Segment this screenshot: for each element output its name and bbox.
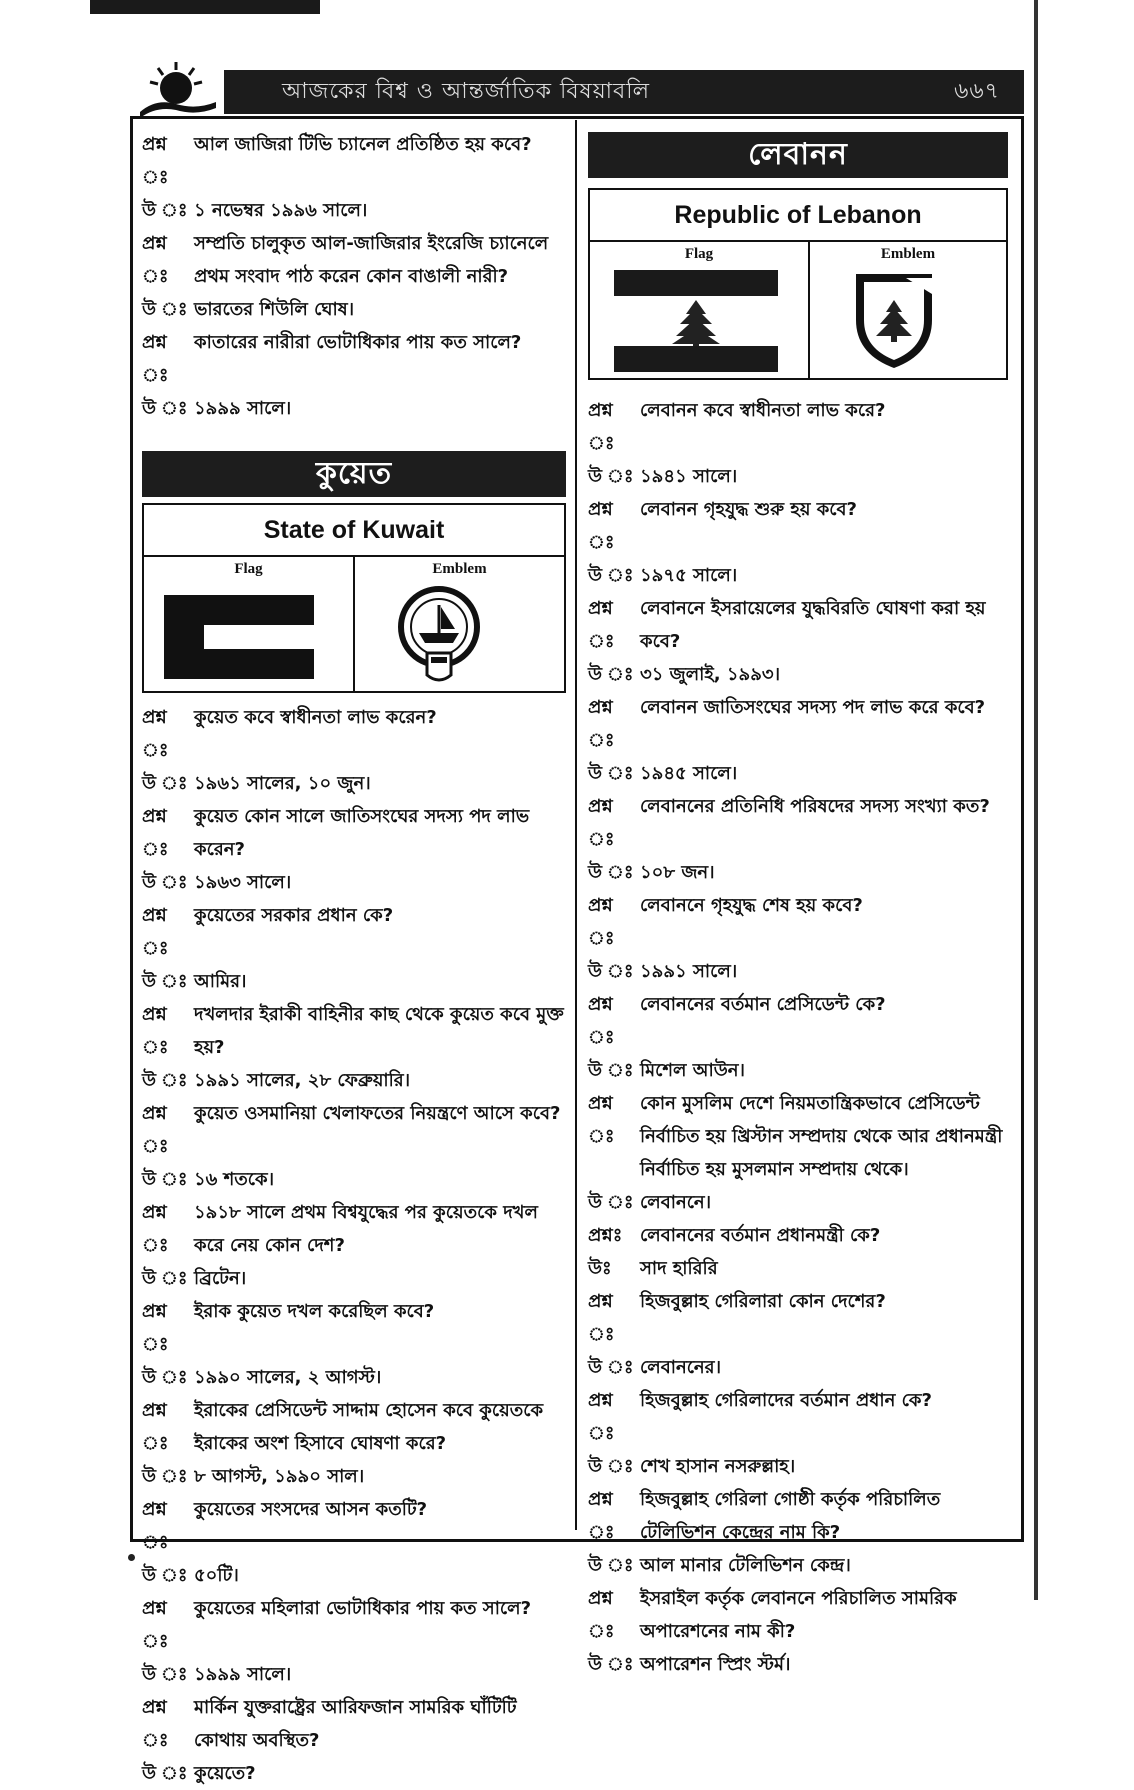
qa-label: প্রশ্ন ঃ xyxy=(142,233,169,287)
qa-label: প্রশ্ন ঃ xyxy=(142,707,169,761)
qa-label: উ ঃ xyxy=(588,1654,634,1675)
qa-item xyxy=(588,1252,1008,1285)
page-edge-line xyxy=(1034,0,1038,1600)
qa-item xyxy=(588,790,1008,856)
top-edge-mark xyxy=(90,0,320,14)
qa-label: প্রশ্ন ঃ xyxy=(588,994,615,1048)
qa-item xyxy=(588,1384,1008,1450)
qa-text: ১ নভেম্বর ১৯৯৬ সালে। xyxy=(194,200,368,221)
qa-label: প্রশ্ন ঃ xyxy=(142,1103,169,1157)
qa-label: উ ঃ xyxy=(588,1456,634,1477)
qa-text: ইরাকের প্রেসিডেন্ট সাদ্দাম হোসেন কবে কুয়েতকে ইরাকের অংশ হিসাবে ঘোষণা করে? xyxy=(194,1400,544,1454)
qa-text: কোন মুসলিম দেশে নিয়মতান্ত্রিকভাবে প্রেসিডেন্ট নির্বাচিত হয় খ্রিস্টান সম্প্রদায় থেকে আর প্রধানমন্ত্রী নির্বাচিত হয় মুসলমান সম্প্রদায় থেকে। xyxy=(640,1093,1003,1180)
qa-text: ১৯৯৯ সালে। xyxy=(194,398,292,419)
qa-text: লেবাননে। xyxy=(640,1192,712,1213)
qa-label: উ ঃ xyxy=(142,398,188,419)
qa-item xyxy=(588,460,1008,493)
qa-label: প্রশ্ন ঃ xyxy=(588,1291,615,1345)
qa-item xyxy=(142,1163,566,1196)
qa-item xyxy=(588,856,1008,889)
qa-label: উ ঃ xyxy=(588,664,634,685)
qa-text: লেবাননে গৃহযুদ্ধ শেষ হয় কবে? xyxy=(640,895,863,916)
bottom-dot xyxy=(128,1554,135,1561)
qa-item xyxy=(588,1087,1008,1186)
qa-text: কুয়েতে? xyxy=(194,1763,256,1784)
qa-item xyxy=(588,394,1008,460)
qa-label: প্রশ্ন ঃ xyxy=(588,598,615,652)
qa-text: ১৯১৮ সালে প্রথম বিশ্বযুদ্ধের পর কুয়েতকে দখল করে নেয় কোন দেশ? xyxy=(194,1202,538,1256)
qa-label: প্রশ্ন ঃ xyxy=(142,1499,169,1553)
qa-item xyxy=(142,128,566,194)
kuwait-flag-icon xyxy=(164,595,314,679)
qa-label: প্রশ্ন ঃ xyxy=(142,1301,169,1355)
qa-text: লেবাননের প্রতিনিধি পরিষদের সদস্য সংখ্যা কত? xyxy=(640,796,990,817)
country-name: State of Kuwait xyxy=(144,505,564,557)
qa-label: প্রশ্ন ঃ xyxy=(588,1093,615,1147)
qa-text: ১৯৪৫ সালে। xyxy=(640,763,738,784)
qa-label: উঃ xyxy=(588,1258,612,1279)
qa-label: উ ঃ xyxy=(588,1555,634,1576)
qa-label: প্রশ্নঃ xyxy=(588,1225,623,1246)
qa-text: লেবানন কবে স্বাধীনতা লাভ করে? xyxy=(640,400,886,421)
qa-label: প্রশ্ন ঃ xyxy=(588,895,615,949)
qa-text: শেখ হাসান নসরুল্লাহ। xyxy=(640,1456,796,1477)
page-number: ৬৬৭ xyxy=(954,78,1000,104)
qa-label: প্রশ্ন ঃ xyxy=(142,332,169,386)
qa-text: মিশেল আউন। xyxy=(640,1060,745,1081)
qa-item xyxy=(142,1394,566,1460)
qa-item xyxy=(142,1658,566,1691)
qa-text: আল মানার টেলিভিশন কেন্দ্র। xyxy=(640,1555,851,1576)
qa-text: ১৯৬১ সালের, ১০ জুন। xyxy=(194,773,371,794)
qa-label: উ ঃ xyxy=(588,1192,634,1213)
qa-label: প্রশ্ন ঃ xyxy=(588,1489,615,1543)
qa-item xyxy=(142,1592,566,1658)
qa-text: কুয়েত কবে স্বাধীনতা লাভ করেন? xyxy=(194,707,437,728)
emblem-label: Emblem xyxy=(880,246,936,262)
qa-item xyxy=(588,691,1008,757)
qa-label: উ ঃ xyxy=(588,565,634,586)
qa-label: উ ঃ xyxy=(142,971,188,992)
qa-text: হিজবুল্লাহ গেরিলা গোষ্ঠী কর্তৃক পরিচালিত টেলিভিশন কেন্দ্রের নাম কি? xyxy=(640,1489,941,1543)
qa-item xyxy=(142,1757,566,1790)
flag-label: Flag xyxy=(684,246,714,262)
qa-label: প্রশ্ন ঃ xyxy=(142,1697,169,1751)
qa-label: প্রশ্ন ঃ xyxy=(142,1004,169,1058)
flag-label: Flag xyxy=(234,561,263,577)
qa-text: ব্রিটেন। xyxy=(194,1268,247,1289)
qa-item xyxy=(588,1054,1008,1087)
qa-text: হিজবুল্লাহ গেরিলারা কোন দেশের? xyxy=(640,1291,886,1312)
qa-text: ১০৮ জন। xyxy=(640,862,715,883)
qa-text: ইরাক কুয়েত দখল করেছিল কবে? xyxy=(194,1301,435,1322)
qa-text: কুয়েত কোন সালে জাতিসংঘের সদস্য পদ লাভ করেন? xyxy=(194,806,530,860)
qa-item xyxy=(588,559,1008,592)
qa-item xyxy=(588,1285,1008,1351)
qa-label: প্রশ্ন ঃ xyxy=(588,697,615,751)
qa-label: উ ঃ xyxy=(588,961,634,982)
qa-text: ইসরাইল কর্তৃক লেবাননে পরিচালিত সামরিক অপারেশনের নাম কী? xyxy=(640,1588,957,1642)
qa-item xyxy=(142,965,566,998)
qa-label: প্রশ্ন ঃ xyxy=(142,134,169,188)
qa-item xyxy=(142,194,566,227)
qa-item xyxy=(142,1691,566,1757)
qa-label: উ ঃ xyxy=(142,299,188,320)
qa-text: অপারেশন স্প্রিং স্টর্ম। xyxy=(640,1654,791,1675)
qa-item xyxy=(142,1295,566,1361)
flag-cell xyxy=(144,557,353,691)
qa-text: হিজবুল্লাহ গেরিলাদের বর্তমান প্রধান কে? xyxy=(640,1390,932,1411)
emblem-cell xyxy=(808,242,1006,378)
qa-text: ১৯৯০ সালের, ২ আগস্ট। xyxy=(194,1367,382,1388)
qa-item xyxy=(142,800,566,866)
qa-item xyxy=(142,1559,566,1592)
qa-item xyxy=(588,1648,1008,1681)
qa-text: সাদ হারিরি xyxy=(640,1258,718,1279)
lebanon-qa-list xyxy=(588,394,1008,1681)
qa-item xyxy=(142,1361,566,1394)
left-column xyxy=(142,128,566,1790)
kuwait-emblem-icon xyxy=(395,583,483,687)
qa-label: প্রশ্ন ঃ xyxy=(588,1588,615,1642)
qa-label: প্রশ্ন ঃ xyxy=(588,796,615,850)
qa-text: ১৯৯১ সালে। xyxy=(640,961,738,982)
qa-item xyxy=(588,1186,1008,1219)
intro-qa-list xyxy=(142,128,566,425)
qa-label: প্রশ্ন ঃ xyxy=(142,905,169,959)
qa-text: ভারতের শিউলি ঘোষ। xyxy=(194,299,355,320)
lebanon-flag-icon xyxy=(614,270,778,372)
qa-label: উ ঃ xyxy=(142,1763,188,1784)
qa-text: কুয়েতের সংসদের আসন কতটি? xyxy=(194,1499,428,1520)
qa-label: প্রশ্ন ঃ xyxy=(142,806,169,860)
qa-item xyxy=(588,592,1008,658)
qa-label: উ ঃ xyxy=(142,1466,188,1487)
qa-text: আমির। xyxy=(194,971,247,992)
qa-text: মার্কিন যুক্তরাষ্ট্রের আরিফজান সামরিক ঘাঁটিটি কোথায় অবস্থিত? xyxy=(194,1697,517,1751)
qa-item xyxy=(588,1582,1008,1648)
running-header xyxy=(224,70,1024,114)
qa-text: ১৯৯৯ সালে। xyxy=(194,1664,292,1685)
kuwait-qa-list xyxy=(142,701,566,1790)
qa-label: উ ঃ xyxy=(588,1357,634,1378)
qa-item xyxy=(588,493,1008,559)
qa-text: ১৯৯১ সালের, ২৮ ফেব্রুয়ারি। xyxy=(194,1070,411,1091)
qa-label: উ ঃ xyxy=(142,1367,188,1388)
header-title: আজকের বিশ্ব ও আন্তর্জাতিক বিষয়াবলি xyxy=(282,78,650,104)
qa-label: উ ঃ xyxy=(142,1268,188,1289)
column-divider xyxy=(575,120,577,1530)
publisher-logo xyxy=(136,58,218,120)
qa-label: উ ঃ xyxy=(142,773,188,794)
qa-item xyxy=(142,701,566,767)
qa-label: প্রশ্ন ঃ xyxy=(142,1202,169,1256)
qa-text: ৩১ জুলাই, ১৯৯৩। xyxy=(640,664,781,685)
qa-item xyxy=(142,1493,566,1559)
qa-text: ১৯৪১ সালে। xyxy=(640,466,738,487)
qa-item xyxy=(142,1262,566,1295)
qa-item xyxy=(588,1450,1008,1483)
qa-text: ১৯৬৩ সালে। xyxy=(194,872,292,893)
qa-item xyxy=(588,1483,1008,1549)
qa-item xyxy=(142,1460,566,1493)
qa-item xyxy=(142,1196,566,1262)
qa-label: প্রশ্ন ঃ xyxy=(142,1598,169,1652)
qa-label: উ ঃ xyxy=(588,862,634,883)
qa-text: লেবানন গৃহযুদ্ধ শুরু হয় কবে? xyxy=(640,499,857,520)
emblem-cell xyxy=(353,557,564,691)
qa-item xyxy=(142,326,566,392)
qa-label: প্রশ্ন ঃ xyxy=(588,1390,615,1444)
qa-item xyxy=(142,998,566,1064)
country-box-kuwait xyxy=(142,503,566,693)
qa-text: কুয়েত ওসমানিয়া খেলাফতের নিয়ন্ত্রণে আসে কবে? xyxy=(194,1103,561,1124)
qa-text: লেবাননের বর্তমান প্রধানমন্ত্রী কে? xyxy=(640,1225,881,1246)
qa-text: সম্প্রতি চালুকৃত আল-জাজিরার ইংরেজি চ্যানেলে প্রথম সংবাদ পাঠ করেন কোন বাঙালী নারী? xyxy=(194,233,549,287)
qa-item xyxy=(142,293,566,326)
qa-item xyxy=(142,1064,566,1097)
qa-text: লেবানন জাতিসংঘের সদস্য পদ লাভ করে কবে? xyxy=(640,697,986,718)
qa-text: ১৬ শতকে। xyxy=(194,1169,275,1190)
qa-item xyxy=(588,1549,1008,1582)
section-banner-lebanon: লেবানন xyxy=(588,132,1008,178)
qa-label: উ ঃ xyxy=(142,872,188,893)
qa-label: উ ঃ xyxy=(588,466,634,487)
qa-item xyxy=(588,889,1008,955)
qa-label: উ ঃ xyxy=(142,1664,188,1685)
qa-item xyxy=(142,767,566,800)
right-column xyxy=(588,128,1008,1681)
qa-item xyxy=(142,392,566,425)
qa-label: উ ঃ xyxy=(142,1070,188,1091)
qa-text: দখলদার ইরাকী বাহিনীর কাছ থেকে কুয়েত কবে মুক্ত হয়? xyxy=(194,1004,564,1058)
country-box-lebanon xyxy=(588,188,1008,380)
qa-text: কাতারের নারীরা ভোটাধিকার পায় কত সালে? xyxy=(194,332,522,353)
qa-item xyxy=(588,988,1008,1054)
qa-text: লেবাননে ইসরায়েলের যুদ্ধবিরতি ঘোষণা করা হয় কবে? xyxy=(640,598,986,652)
qa-text: লেবাননের বর্তমান প্রেসিডেন্ট কে? xyxy=(640,994,886,1015)
qa-text: ৫০টি। xyxy=(194,1565,239,1586)
qa-text: কুয়েতের মহিলারা ভোটাধিকার পায় কত সালে? xyxy=(194,1598,532,1619)
qa-label: উ ঃ xyxy=(142,200,188,221)
lebanon-emblem-icon xyxy=(846,264,942,372)
qa-item xyxy=(142,899,566,965)
emblem-label: Emblem xyxy=(432,561,487,577)
qa-item xyxy=(142,1097,566,1163)
qa-item xyxy=(142,866,566,899)
qa-item xyxy=(588,757,1008,790)
section-banner-kuwait: কুয়েত xyxy=(142,451,566,497)
qa-text: কুয়েতের সরকার প্রধান কে? xyxy=(194,905,394,926)
qa-item xyxy=(588,1219,1008,1252)
qa-item xyxy=(588,1351,1008,1384)
qa-label: উ ঃ xyxy=(588,1060,634,1081)
flag-cell xyxy=(590,242,808,378)
qa-text: আল জাজিরা টিভি চ্যানেল প্রতিষ্ঠিত হয় কবে? xyxy=(194,134,532,155)
qa-text: ৮ আগস্ট, ১৯৯০ সাল। xyxy=(194,1466,365,1487)
qa-text: লেবাননের। xyxy=(640,1357,722,1378)
qa-label: উ ঃ xyxy=(588,763,634,784)
qa-item xyxy=(142,227,566,293)
qa-item xyxy=(588,658,1008,691)
qa-label: প্রশ্ন ঃ xyxy=(588,499,615,553)
qa-label: উ ঃ xyxy=(142,1565,188,1586)
qa-text: ১৯৭৫ সালে। xyxy=(640,565,738,586)
qa-item xyxy=(588,955,1008,988)
qa-label: প্রশ্ন ঃ xyxy=(588,400,615,454)
qa-label: প্রশ্ন ঃ xyxy=(142,1400,169,1454)
country-name: Republic of Lebanon xyxy=(590,190,1006,242)
qa-label: উ ঃ xyxy=(142,1169,188,1190)
